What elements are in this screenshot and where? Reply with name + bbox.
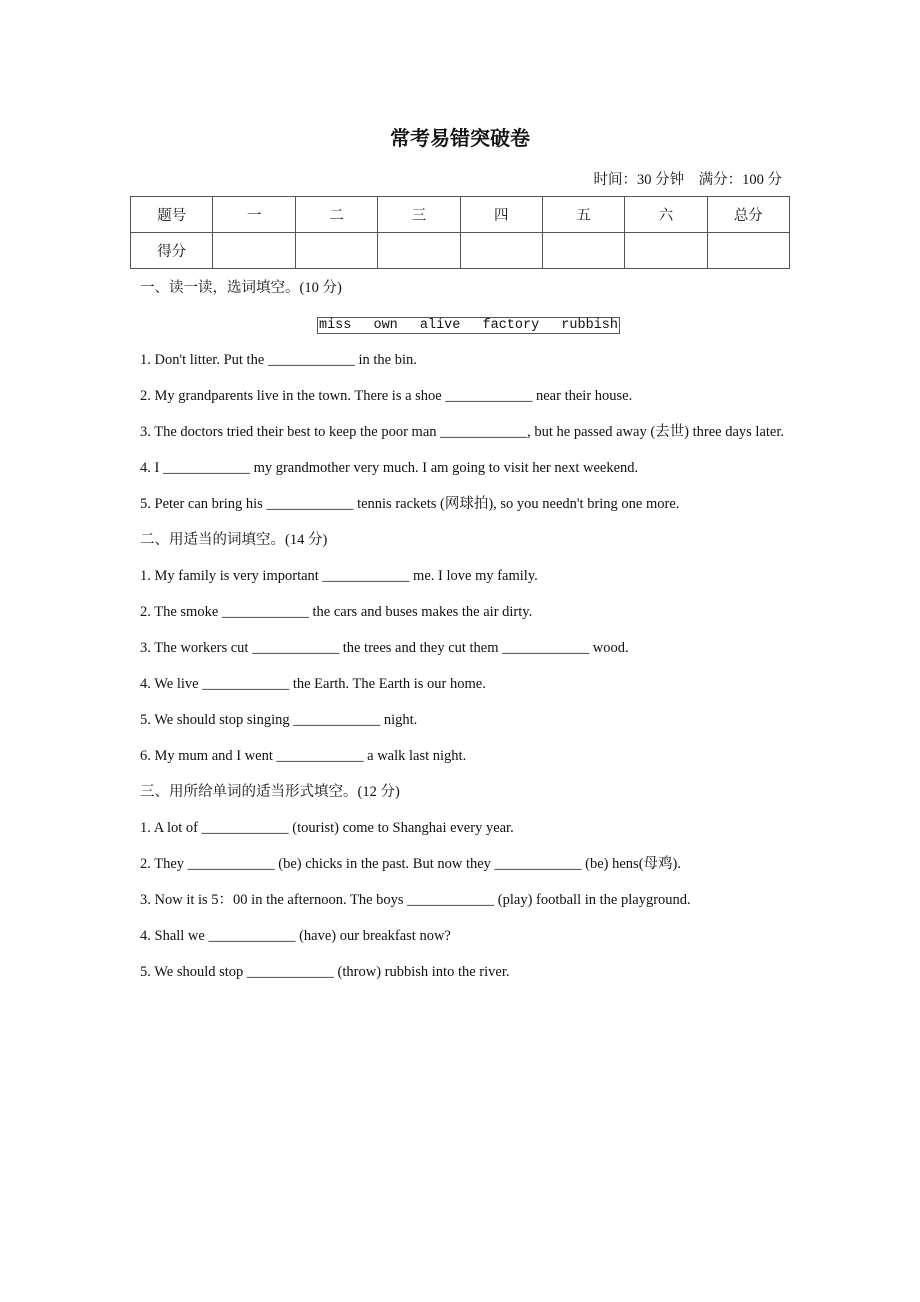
header-cell: 三: [378, 197, 460, 233]
header-cell: 六: [625, 197, 707, 233]
section-heading: 一、读一读，选词填空。(10 分): [140, 280, 342, 296]
header-cell: 一: [213, 197, 295, 233]
question: 6. My mum and I went ____________ a walk last night.: [140, 748, 467, 764]
question: 2. The smoke ____________ the cars and buses makes the air dirty.: [140, 604, 533, 620]
question: 4. I ____________ my grandmother very much. I am going to visit her next weekend.: [140, 460, 639, 476]
header-cell: 题号: [131, 197, 213, 233]
question: 5. Peter can bring his ____________ tennis rackets (网球拍), so you needn't bring one more.: [140, 496, 680, 512]
score-cell[interactable]: [460, 233, 542, 269]
question: 4. Shall we ____________ (have) our breakfast now?: [140, 928, 451, 944]
exam-body: [140, 270, 797, 990]
score-cell[interactable]: [707, 233, 789, 269]
score-cell[interactable]: [295, 233, 377, 269]
question: 5. We should stop singing ____________ night.: [140, 712, 418, 728]
score-table: [130, 196, 790, 269]
header-cell: 五: [542, 197, 624, 233]
question: 2. My grandparents live in the town. There is a shoe ____________ near their house.: [140, 388, 633, 404]
question: 4. We live ____________ the Earth. The Earth is our home.: [140, 676, 486, 692]
header-cell: 四: [460, 197, 542, 233]
question: 3. The doctors tried their best to keep the poor man ____________, but he passed away (去世) three days later.: [140, 424, 785, 440]
question: 2. They ____________ (be) chicks in the past. But now they ____________ (be) hens(母鸡).: [140, 856, 681, 872]
question: 3. The workers cut ____________ the trees and they cut them ____________ wood.: [140, 640, 629, 656]
header-cell: 二: [295, 197, 377, 233]
question: 5. We should stop ____________ (throw) rubbish into the river.: [140, 964, 510, 980]
question: 1. Don't litter. Put the ____________ in the bin.: [140, 352, 417, 368]
header-cell: 总分: [707, 197, 789, 233]
page-title: 常考易错突破卷: [390, 126, 530, 150]
score-cell[interactable]: [378, 233, 460, 269]
question: 1. A lot of ____________ (tourist) come to Shanghai every year.: [140, 820, 514, 836]
section-heading: 三、用所给单词的适当形式填空。(12 分): [140, 784, 400, 800]
question: 1. My family is very important ____________ me. I love my family.: [140, 568, 538, 584]
question: 3. Now it is 5：00 in the afternoon. The boys ____________ (play) football in the playground.: [140, 892, 691, 908]
score-label: 得分: [131, 233, 213, 269]
word-bank: miss own alive factory rubbish: [318, 318, 619, 333]
score-cell[interactable]: [625, 233, 707, 269]
score-cell[interactable]: [213, 233, 295, 269]
section-heading: 二、用适当的词填空。(14 分): [140, 532, 328, 548]
word-box: [140, 306, 797, 342]
exam-meta: 时间：30 分钟 满分：100 分: [593, 172, 782, 188]
score-cell[interactable]: [542, 233, 624, 269]
